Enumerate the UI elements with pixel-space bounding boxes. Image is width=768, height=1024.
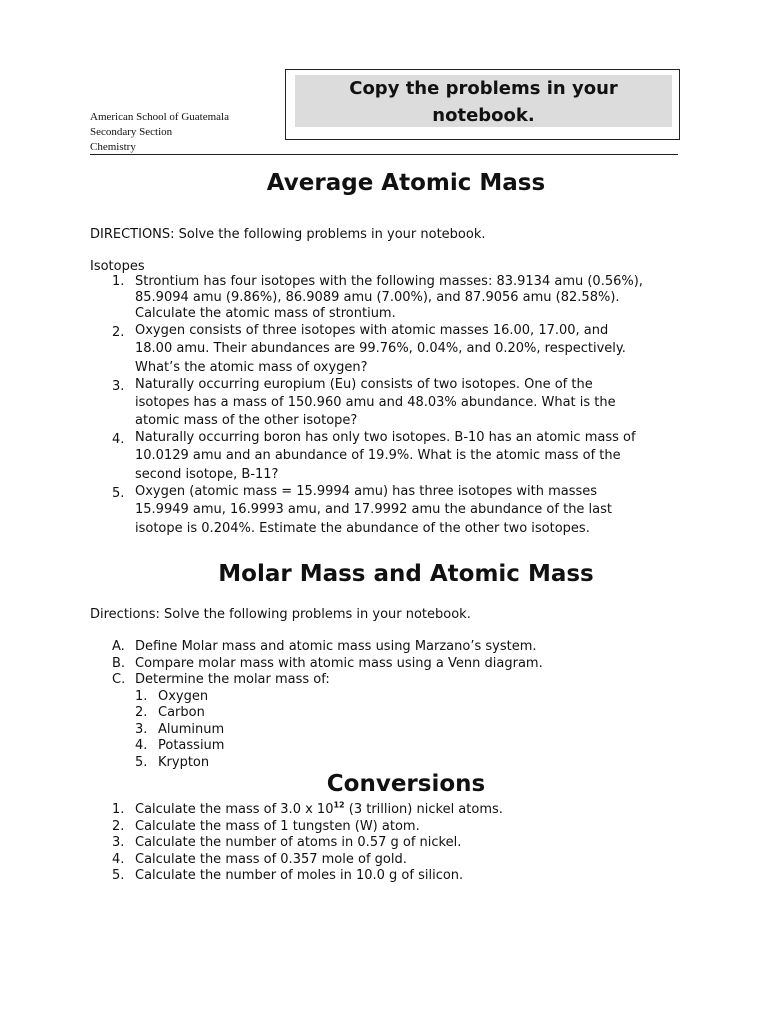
conversions-list — [90, 802, 690, 885]
notice-line-2: notebook. — [432, 105, 535, 126]
conversion-text: Calculate the mass of 0.357 mole of gold. — [135, 851, 407, 867]
conversion-text-start: Calculate the mass of 3.0 x 10 — [135, 802, 334, 817]
school-name: American School of Guatemala — [90, 111, 229, 123]
list-item — [135, 722, 690, 739]
list-item — [90, 802, 690, 819]
problem-line: Strontium has four isotopes with the following masses: 83.9134 amu (0.56%), — [135, 274, 643, 289]
list-item — [90, 672, 690, 771]
notice-line-1: Copy the problems in your — [349, 78, 618, 99]
problem-line: Calculate the atomic mass of strontium. — [135, 306, 396, 321]
problem-line: Oxygen consists of three isotopes with atomic masses 16.00, 17.00, and — [135, 323, 609, 338]
isotopes-subheading: Isotopes — [90, 259, 145, 274]
item-letter: A. — [112, 639, 125, 654]
problem-line: isotope is 0.204%. Estimate the abundance of the other two isotopes. — [135, 521, 590, 536]
molar-mass-title: Molar Mass and Atomic Mass — [218, 561, 594, 587]
item-number: 5. — [112, 485, 125, 501]
list-item — [90, 322, 690, 376]
problem-line: 10.0129 amu and an abundance of 19.9%. What is the atomic mass of the — [135, 448, 621, 463]
element-name: Aluminum — [158, 721, 225, 737]
item-number: 1. — [135, 688, 148, 704]
item-letter: B. — [112, 655, 126, 671]
element-list — [135, 689, 690, 772]
average-atomic-mass-title: Average Atomic Mass — [266, 170, 546, 196]
element-name: Potassium — [158, 738, 225, 753]
conversion-text: Calculate the mass of 1 tungsten (W) atom. — [135, 818, 420, 834]
notice-banner — [295, 75, 672, 127]
list-item — [90, 429, 690, 483]
item-number: 5. — [135, 754, 148, 770]
list-item — [90, 274, 690, 322]
task-text: Determine the molar mass of: — [135, 672, 330, 687]
item-number: 1. — [112, 274, 125, 289]
molar-mass-directions: Directions: Solve the following problems in your notebook. — [90, 607, 471, 622]
school-info — [90, 110, 229, 155]
list-item — [135, 705, 690, 722]
list-item — [90, 852, 690, 869]
problem-line: Naturally occurring boron has only two isotopes. B-10 has an atomic mass of — [135, 430, 636, 445]
item-number: 3. — [112, 835, 125, 850]
school-section: Secondary Section — [90, 126, 173, 138]
task-text: Define Molar mass and atomic mass using Marzano’s system. — [135, 639, 537, 654]
item-number: 5. — [112, 868, 125, 883]
item-number: 2. — [135, 705, 148, 720]
molar-mass-task-list — [90, 639, 690, 771]
item-number: 4. — [112, 851, 125, 867]
item-number: 3. — [112, 378, 125, 394]
conversions-title: Conversions — [326, 771, 486, 797]
list-item — [90, 639, 690, 656]
item-number: 3. — [135, 721, 148, 737]
list-item — [90, 376, 690, 430]
list-item — [135, 689, 690, 706]
task-text: Compare molar mass with atomic mass using a Venn diagram. — [135, 655, 543, 671]
notice-box — [285, 69, 680, 140]
conversion-text-end: (3 trillion) nickel atoms. — [344, 802, 503, 817]
header-divider — [90, 154, 678, 155]
problem-line: What’s the atomic mass of oxygen? — [135, 359, 368, 375]
list-item — [135, 738, 690, 755]
list-item — [90, 868, 690, 885]
school-subject: Chemistry — [90, 141, 136, 153]
element-name: Krypton — [158, 754, 210, 770]
item-number: 4. — [135, 738, 148, 753]
problem-line: Naturally occurring europium (Eu) consists of two isotopes. One of the — [135, 376, 593, 392]
exponent: 12 — [333, 800, 345, 810]
problem-line: 18.00 amu. Their abundances are 99.76%, 0.04%, and 0.20%, respectively. — [135, 341, 626, 356]
item-number: 2. — [112, 818, 125, 834]
problem-line: second isotope, B-11? — [135, 466, 279, 482]
problem-line: isotopes has a mass of 150.960 amu and 48.03% abundance. What is the — [135, 394, 616, 410]
element-name: Oxygen — [158, 688, 209, 704]
problem-line: 15.9949 amu, 16.9993 amu, and 17.9992 amu the abundance of the last — [135, 501, 613, 517]
conversion-text: Calculate the number of atoms in 0.57 g of nickel. — [135, 835, 462, 850]
item-number: 4. — [112, 432, 125, 447]
problem-line: 85.9094 amu (9.86%), 86.9089 amu (7.00%), and 87.9056 amu (82.58%). — [135, 290, 620, 305]
isotope-problem-list — [90, 274, 690, 539]
item-number: 1. — [112, 802, 125, 817]
average-atomic-mass-directions: DIRECTIONS: Solve the following problems in your notebook. — [90, 227, 486, 242]
problem-line: atomic mass of the other isotope? — [135, 413, 358, 428]
list-item — [135, 755, 690, 772]
item-letter: C. — [112, 672, 126, 687]
list-item — [90, 819, 690, 836]
list-item — [90, 835, 690, 852]
item-number: 2. — [112, 325, 125, 340]
list-item — [90, 656, 690, 673]
list-item — [90, 483, 690, 539]
problem-line: Oxygen (atomic mass = 15.9994 amu) has three isotopes with masses — [135, 483, 598, 499]
conversion-text: Calculate the number of moles in 10.0 g of silicon. — [135, 868, 464, 883]
element-name: Carbon — [158, 705, 205, 720]
